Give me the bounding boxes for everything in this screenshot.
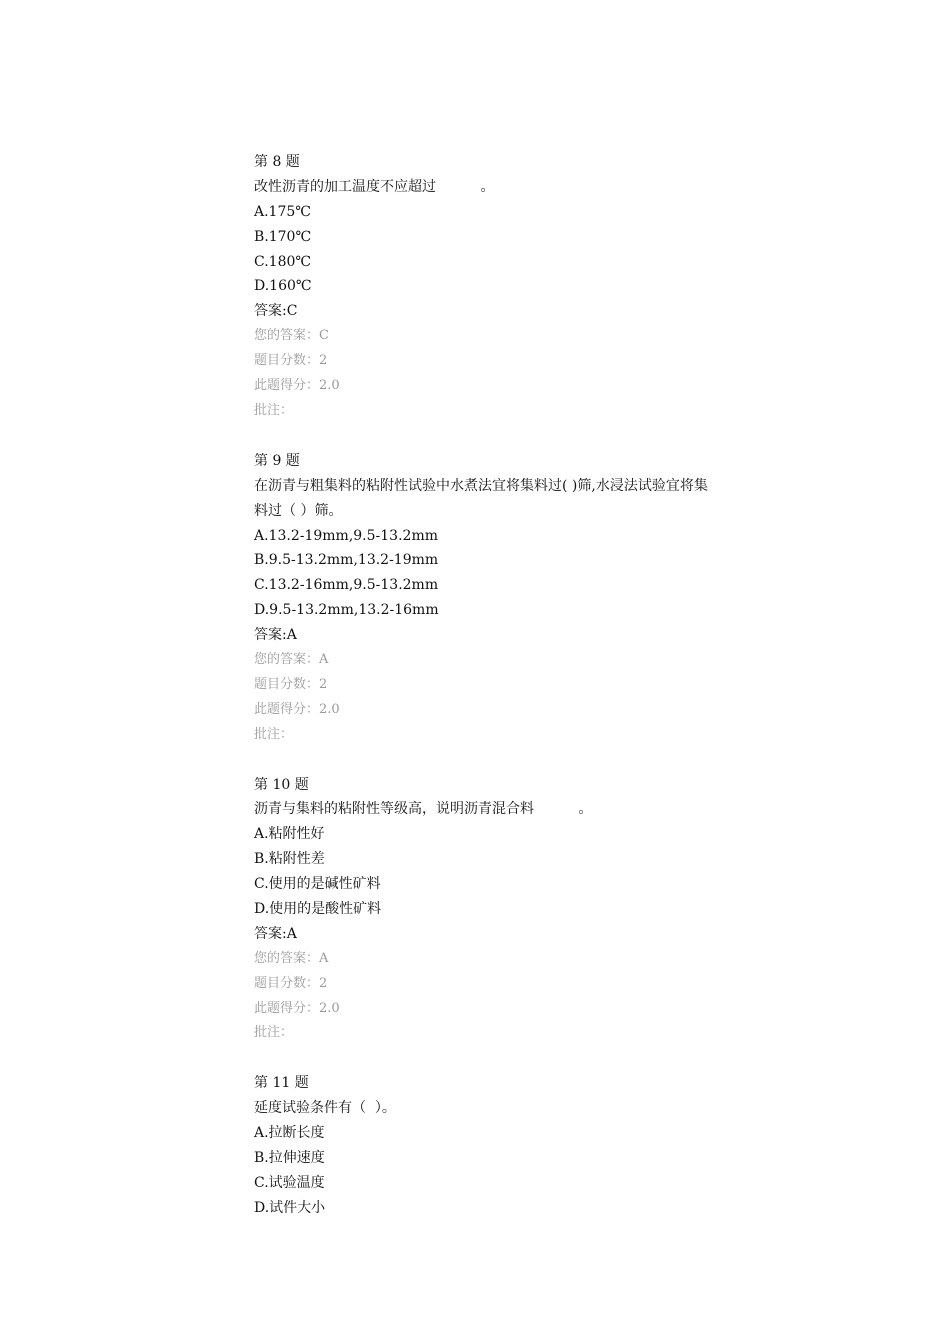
question-number: 第 9 题 xyxy=(254,452,300,469)
option-a: A.175℃ xyxy=(254,203,311,220)
option-d: D.试件大小 xyxy=(254,1199,326,1216)
option-a: A.拉断长度 xyxy=(254,1125,325,1142)
option-c: C.试验温度 xyxy=(254,1174,325,1191)
comment: 批注： xyxy=(254,1025,294,1041)
option-c: C.180℃ xyxy=(254,253,312,270)
comment: 批注： xyxy=(254,402,294,418)
comment: 批注： xyxy=(254,726,294,742)
option-b: B.170℃ xyxy=(254,228,312,245)
option-d: D.160℃ xyxy=(254,278,312,295)
question-block xyxy=(254,773,714,1047)
question-number: 第 11 题 xyxy=(254,1075,309,1092)
question-score: 题目分数：2 xyxy=(254,353,328,369)
option-c: C.使用的是碱性矿料 xyxy=(254,876,381,893)
question-score: 题目分数：2 xyxy=(254,676,328,692)
question-number: 第 8 题 xyxy=(254,154,300,170)
option-c: C.13.2-16mm,9.5-13.2mm xyxy=(254,577,439,594)
question-text: 改性沥青的加工温度不应超过 。 xyxy=(254,178,495,195)
your-answer: 您的答案：A xyxy=(254,651,329,667)
question-text: 沥青与集料的粘附性等级高，说明沥青混合料 。 xyxy=(254,801,593,818)
question-block xyxy=(254,1071,714,1220)
your-answer: 您的答案：C xyxy=(254,328,329,344)
obtained-score: 此题得分：2.0 xyxy=(254,701,340,717)
option-a: A.粘附性好 xyxy=(254,826,325,843)
correct-answer: 答案:A xyxy=(254,925,297,942)
question-score: 题目分数：2 xyxy=(254,975,328,991)
exam-review-page xyxy=(254,150,714,1221)
obtained-score: 此题得分：2.0 xyxy=(254,378,340,394)
correct-answer: 答案:A xyxy=(254,627,297,644)
question-text: 延度试验条件有（ ）。 xyxy=(254,1100,396,1117)
your-answer: 您的答案：A xyxy=(254,950,329,966)
correct-answer: 答案:C xyxy=(254,303,298,320)
option-d: D.9.5-13.2mm,13.2-16mm xyxy=(254,602,439,619)
question-number: 第 10 题 xyxy=(254,776,309,793)
option-d: D.使用的是酸性矿料 xyxy=(254,900,382,917)
option-b: B.9.5-13.2mm,13.2-19mm xyxy=(254,552,439,569)
option-a: A.13.2-19mm,9.5-13.2mm xyxy=(254,527,438,544)
question-text: 在沥青与粗集料的粘附性试验中水煮法宜将集料过( )筛,水浸法试验宜将集料过（ ）筛。 xyxy=(254,477,708,519)
option-b: B.粘附性差 xyxy=(254,851,325,868)
option-b: B.拉伸速度 xyxy=(254,1149,325,1166)
obtained-score: 此题得分：2.0 xyxy=(254,1000,340,1016)
question-block xyxy=(254,150,714,424)
question-block xyxy=(254,449,714,748)
